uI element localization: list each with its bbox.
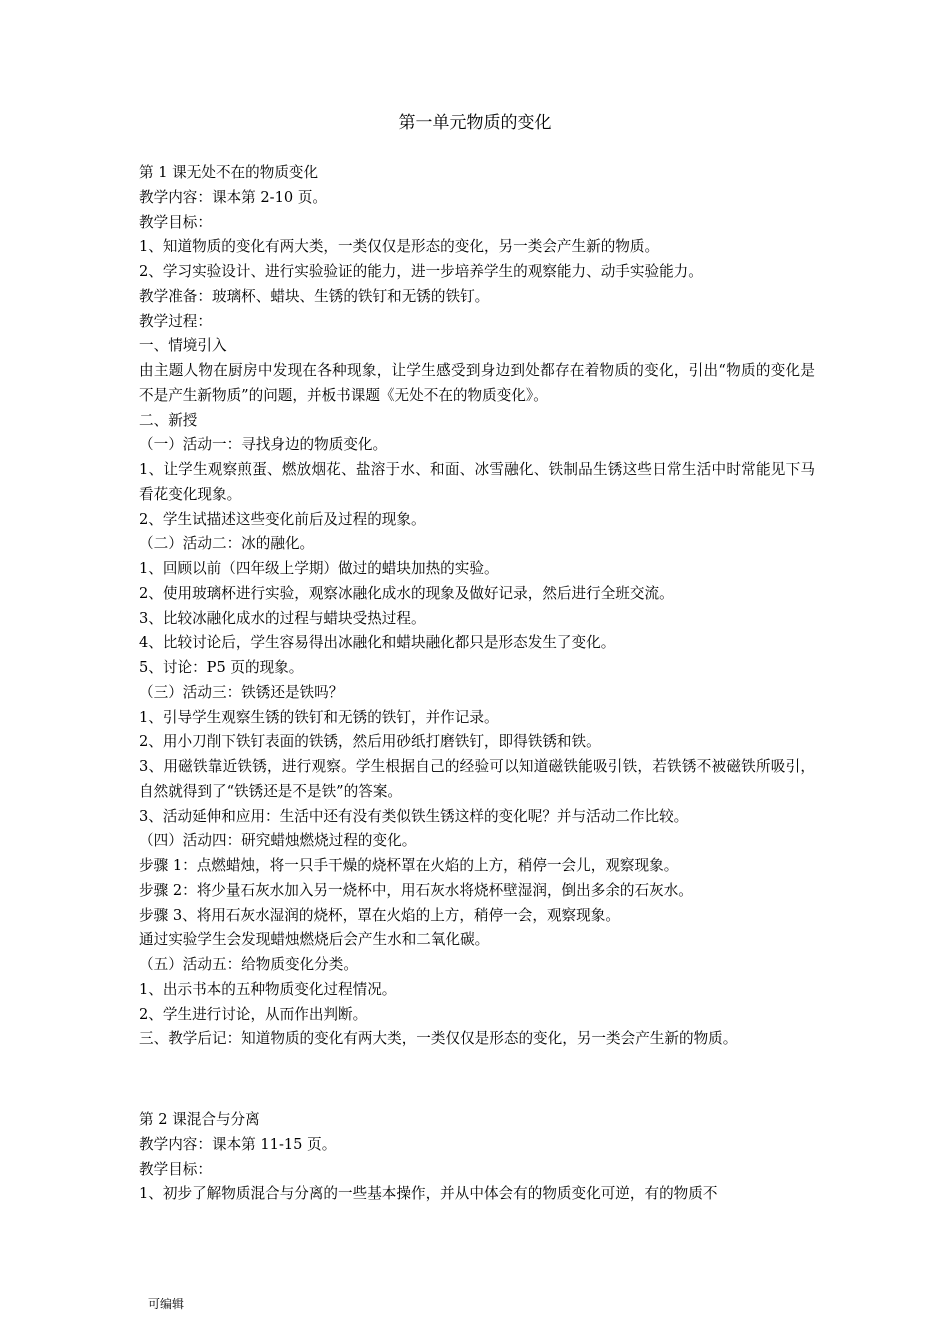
paragraph: 教学过程： xyxy=(139,312,212,330)
paragraph: 教学目标： xyxy=(139,1160,212,1178)
footer-note: 可编辑 xyxy=(148,1297,185,1311)
paragraph: 由主题人物在厨房中发现在各种现象，让学生感受到身边到处都存在着物质的变化，引出“物质的变化是不是产生新物质”的问题，并板书课题《无处不在的物质变化》。 xyxy=(139,362,815,404)
paragraph: 1、让学生观察煎蛋、燃放烟花、盐溶于水、和面、冰雪融化、铁制品生锈这些日常生活中时常能见下马看花变化现象。 xyxy=(139,461,815,503)
activity-heading: （三）活动三：铁锈还是铁吗？ xyxy=(139,683,344,701)
paragraph: 步骤 2：将少量石灰水加入另一烧杯中，用石灰水将烧杯壁湿润，倒出多余的石灰水。 xyxy=(139,881,693,899)
section-heading: 二、新授 xyxy=(139,411,198,429)
paragraph: 教学目标： xyxy=(139,213,212,231)
lesson-title: 第 2 课混合与分离 xyxy=(139,1111,260,1128)
page-title: 第一单元物质的变化 xyxy=(398,113,552,133)
activity-heading: （四）活动四：研究蜡烛燃烧过程的变化。 xyxy=(139,832,417,850)
activity-heading: （二）活动二：冰的融化。 xyxy=(139,535,315,553)
paragraph: 3、比较冰融化成水的过程与蜡块受热过程。 xyxy=(139,609,426,627)
lesson-2-section xyxy=(139,1108,815,1207)
paragraph: 教学内容：课本第 2-10 页。 xyxy=(139,188,328,206)
paragraph: 通过实验学生会发现蜡烛燃烧后会产生水和二氧化碳。 xyxy=(139,931,490,949)
paragraph: 2、学习实验设计、进行实验验证的能力，进一步培养学生的观察能力、动手实验能力。 xyxy=(139,263,703,280)
paragraph: 教学内容：课本第 11-15 页。 xyxy=(139,1135,337,1153)
activity-heading: （五）活动五：给物质变化分类。 xyxy=(139,956,358,973)
paragraph: 2、学生试描述这些变化前后及过程的现象。 xyxy=(139,510,426,528)
section-heading: 一、情境引入 xyxy=(139,337,227,355)
lesson-1-section xyxy=(139,161,815,1052)
paragraph: 1、出示书本的五种物质变化过程情况。 xyxy=(139,980,397,998)
paragraph: 三、教学后记：知道物质的变化有两大类，一类仅仅是形态的变化，另一类会产生新的物质。 xyxy=(139,1030,738,1048)
paragraph: 1、引导学生观察生锈的铁钉和无锈的铁钉，并作记录。 xyxy=(139,708,499,726)
lesson-title: 第 1 课无处不在的物质变化 xyxy=(139,164,319,181)
activity-heading: （一）活动一：寻找身边的物质变化。 xyxy=(139,436,388,454)
paragraph: 步骤 1：点燃蜡烛，将一只手干燥的烧杯罩在火焰的上方，稍停一会儿，观察现象。 xyxy=(139,857,679,874)
paragraph: 2、用小刀削下铁钉表面的铁锈，然后用砂纸打磨铁钉，即得铁锈和铁。 xyxy=(139,733,601,751)
paragraph: 2、使用玻璃杯进行实验，观察冰融化成水的现象及做好记录，然后进行全班交流。 xyxy=(139,584,674,602)
paragraph: 步骤 3、将用石灰水湿润的烧杯，罩在火焰的上方，稍停一会，观察现象。 xyxy=(139,906,620,924)
paragraph: 5、讨论：P5 页的现象。 xyxy=(139,659,304,676)
paragraph: 4、比较讨论后，学生容易得出冰融化和蜡块融化都只是形态发生了变化。 xyxy=(139,634,616,652)
paragraph: 3、用磁铁靠近铁锈，进行观察。学生根据自己的经验可以知道磁铁能吸引铁，若铁锈不被磁铁所吸引，自然就得到了“铁锈还是不是铁”的答案。 xyxy=(139,758,815,800)
paragraph: 1、初步了解物质混合与分离的一些基本操作，并从中体会有的物质变化可逆，有的物质不 xyxy=(139,1185,718,1203)
paragraph: 2、学生进行讨论，从而作出判断。 xyxy=(139,1005,368,1023)
paragraph: 1、知道物质的变化有两大类，一类仅仅是形态的变化，另一类会产生新的物质。 xyxy=(139,238,660,256)
paragraph: 1、回顾以前（四年级上学期）做过的蜡块加热的实验。 xyxy=(139,560,499,577)
paragraph: 教学准备：玻璃杯、蜡块、生锈的铁钉和无锈的铁钉。 xyxy=(139,287,490,305)
paragraph: 3、活动延伸和应用：生活中还有没有类似铁生锈这样的变化呢？并与活动二作比较。 xyxy=(139,807,689,825)
